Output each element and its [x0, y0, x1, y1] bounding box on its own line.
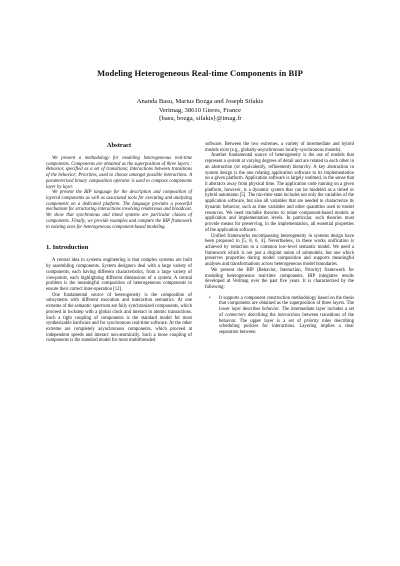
bullet-glyph: •	[209, 295, 211, 301]
body-paragraph: We present the BIP (Behavior, Interaction, Priority) framework for modeling heterogeneous real-time components. BIP integrates results developed at Verimag over the past five years. It is characterized by the following:	[205, 267, 354, 290]
list-emphasis: behavior	[262, 307, 279, 313]
right-column	[205, 142, 354, 336]
list-text: rules describing scheduling policies for interactions. Layering implies a clear separation between	[219, 318, 354, 335]
abstract-paragraph: We present the BIP language for the description and composition of layered components as well as associated tools for executing and analyzing components on a dedicated platform. The language provides a powerful mechanism for structuring interactions involving rendezvous and broadcast. We show that synchronous and timed systems are particular classes of components. Finally, we provide examples and compare the BIP framework to existing ones for heterogeneous component-based modeling.	[46, 190, 192, 230]
paper-title: Modeling Heterogeneous Real-time Components in BIP	[97, 68, 303, 78]
feature-list	[205, 296, 354, 336]
list-emphasis: interactions	[277, 312, 301, 318]
abstract-heading: Abstract	[106, 142, 132, 149]
body-paragraph: software. Between the two extremes, a variety of intermediate and hybrid models exist (e.g., globally-asynchronous locally-synchronous models).	[205, 142, 354, 153]
list-text: between transitions of the behavior. The upper layer is a set of	[219, 312, 354, 324]
abstract-body	[46, 156, 192, 230]
list-text: . The intermediate layer includes a set of	[219, 307, 354, 318]
intro-paragraph: One fundamental source of heterogeneity is the composition of subsystems with different execution and interaction semantics. At one extreme of the semantic spectrum are fully synchronized components, which proceed in lockstep with a global clock and interact in atomic transactions. Such a tight coupling of components is the standard model for most synthesizable hardware and for synchronous real-time software. At the other extreme are completely asynchronous components, which proceed at independent speeds and interact non-atomically. Such a loose coupling of components is the standard model for most multithreaded	[46, 292, 192, 344]
left-column	[46, 142, 192, 344]
author-email: {basu, bozga, sifakis}@imag.fr	[158, 115, 242, 123]
list-emphasis: connectors	[225, 312, 246, 318]
list-item	[205, 296, 354, 336]
list-text: It supports a component construction methodology based on the thesis that components are obtained as the superposition of three layers. The lower layer describes	[219, 295, 354, 313]
intro-paragraph: A central idea in systems engineering is that complex systems are built by assembling components. System designers deal with a large variety of components, each having different characteristics, from a large variety of viewpoints, each highlighting different dimensions of a system. A central problem is the meaningful composition of heterogeneous components to ensure their correct inter-operation [12].	[46, 258, 192, 292]
author-names: Ananda Basu, Marius Bozga and Joseph Sifakis	[136, 98, 264, 105]
abstract-paragraph: We present a methodology for modeling heterogeneous real-time components. Components are obtained as the superposition of three layers : Behavior, specified as a set of transitions; Interactions between transitions of the behavior; Priorities, used to choose amongst possible interactions. A parameterized binary composition operator is used to compose components layer by layer.	[46, 156, 192, 190]
body-paragraph: Unified frameworks encompassing heterogeneity in systems design have been proposed in [5, 8, 6, 4]. Nevertheless, in these works unification is achieved by reduction to a common low-level semantic model. We need a framework which is not just a disjoint union of submodels, but one which preserves properties during model composition and supports meaningful analyses and transformations across heterogeneous model boundaries.	[205, 233, 354, 268]
body-paragraph: Another fundamental source of heterogeneity is the use of models that represent a system at varying degrees of detail and are related to each other in an abstraction (or equivalently, refinement) hierarchy. A key abstraction in system design is the one relating application software to its implementation on a given platform. Application software is largely untimed, in the sense that it abstracts away from physical time. The application code running on a given platform, however, is a dynamic system that can be modeled as a timed or hybrid automaton [5]. The run-time state includes not only the variables of the application software, but also all variables that are needed to characterize its dynamic behavior, such as time variables and other quantities used to model resources. We need tractable theories to relate component-based models at application and implementation levels. In particular, such theories must provide means for preserving, in the implementation, all essential properties of the application software.	[205, 153, 354, 233]
list-text: describing the	[245, 312, 278, 318]
author-affiliation: Verimag, 38610 Gieres, France	[158, 106, 242, 114]
section-heading-introduction: 1. Introduction	[46, 244, 89, 252]
list-emphasis: priority	[304, 318, 319, 324]
author-block	[0, 98, 400, 124]
